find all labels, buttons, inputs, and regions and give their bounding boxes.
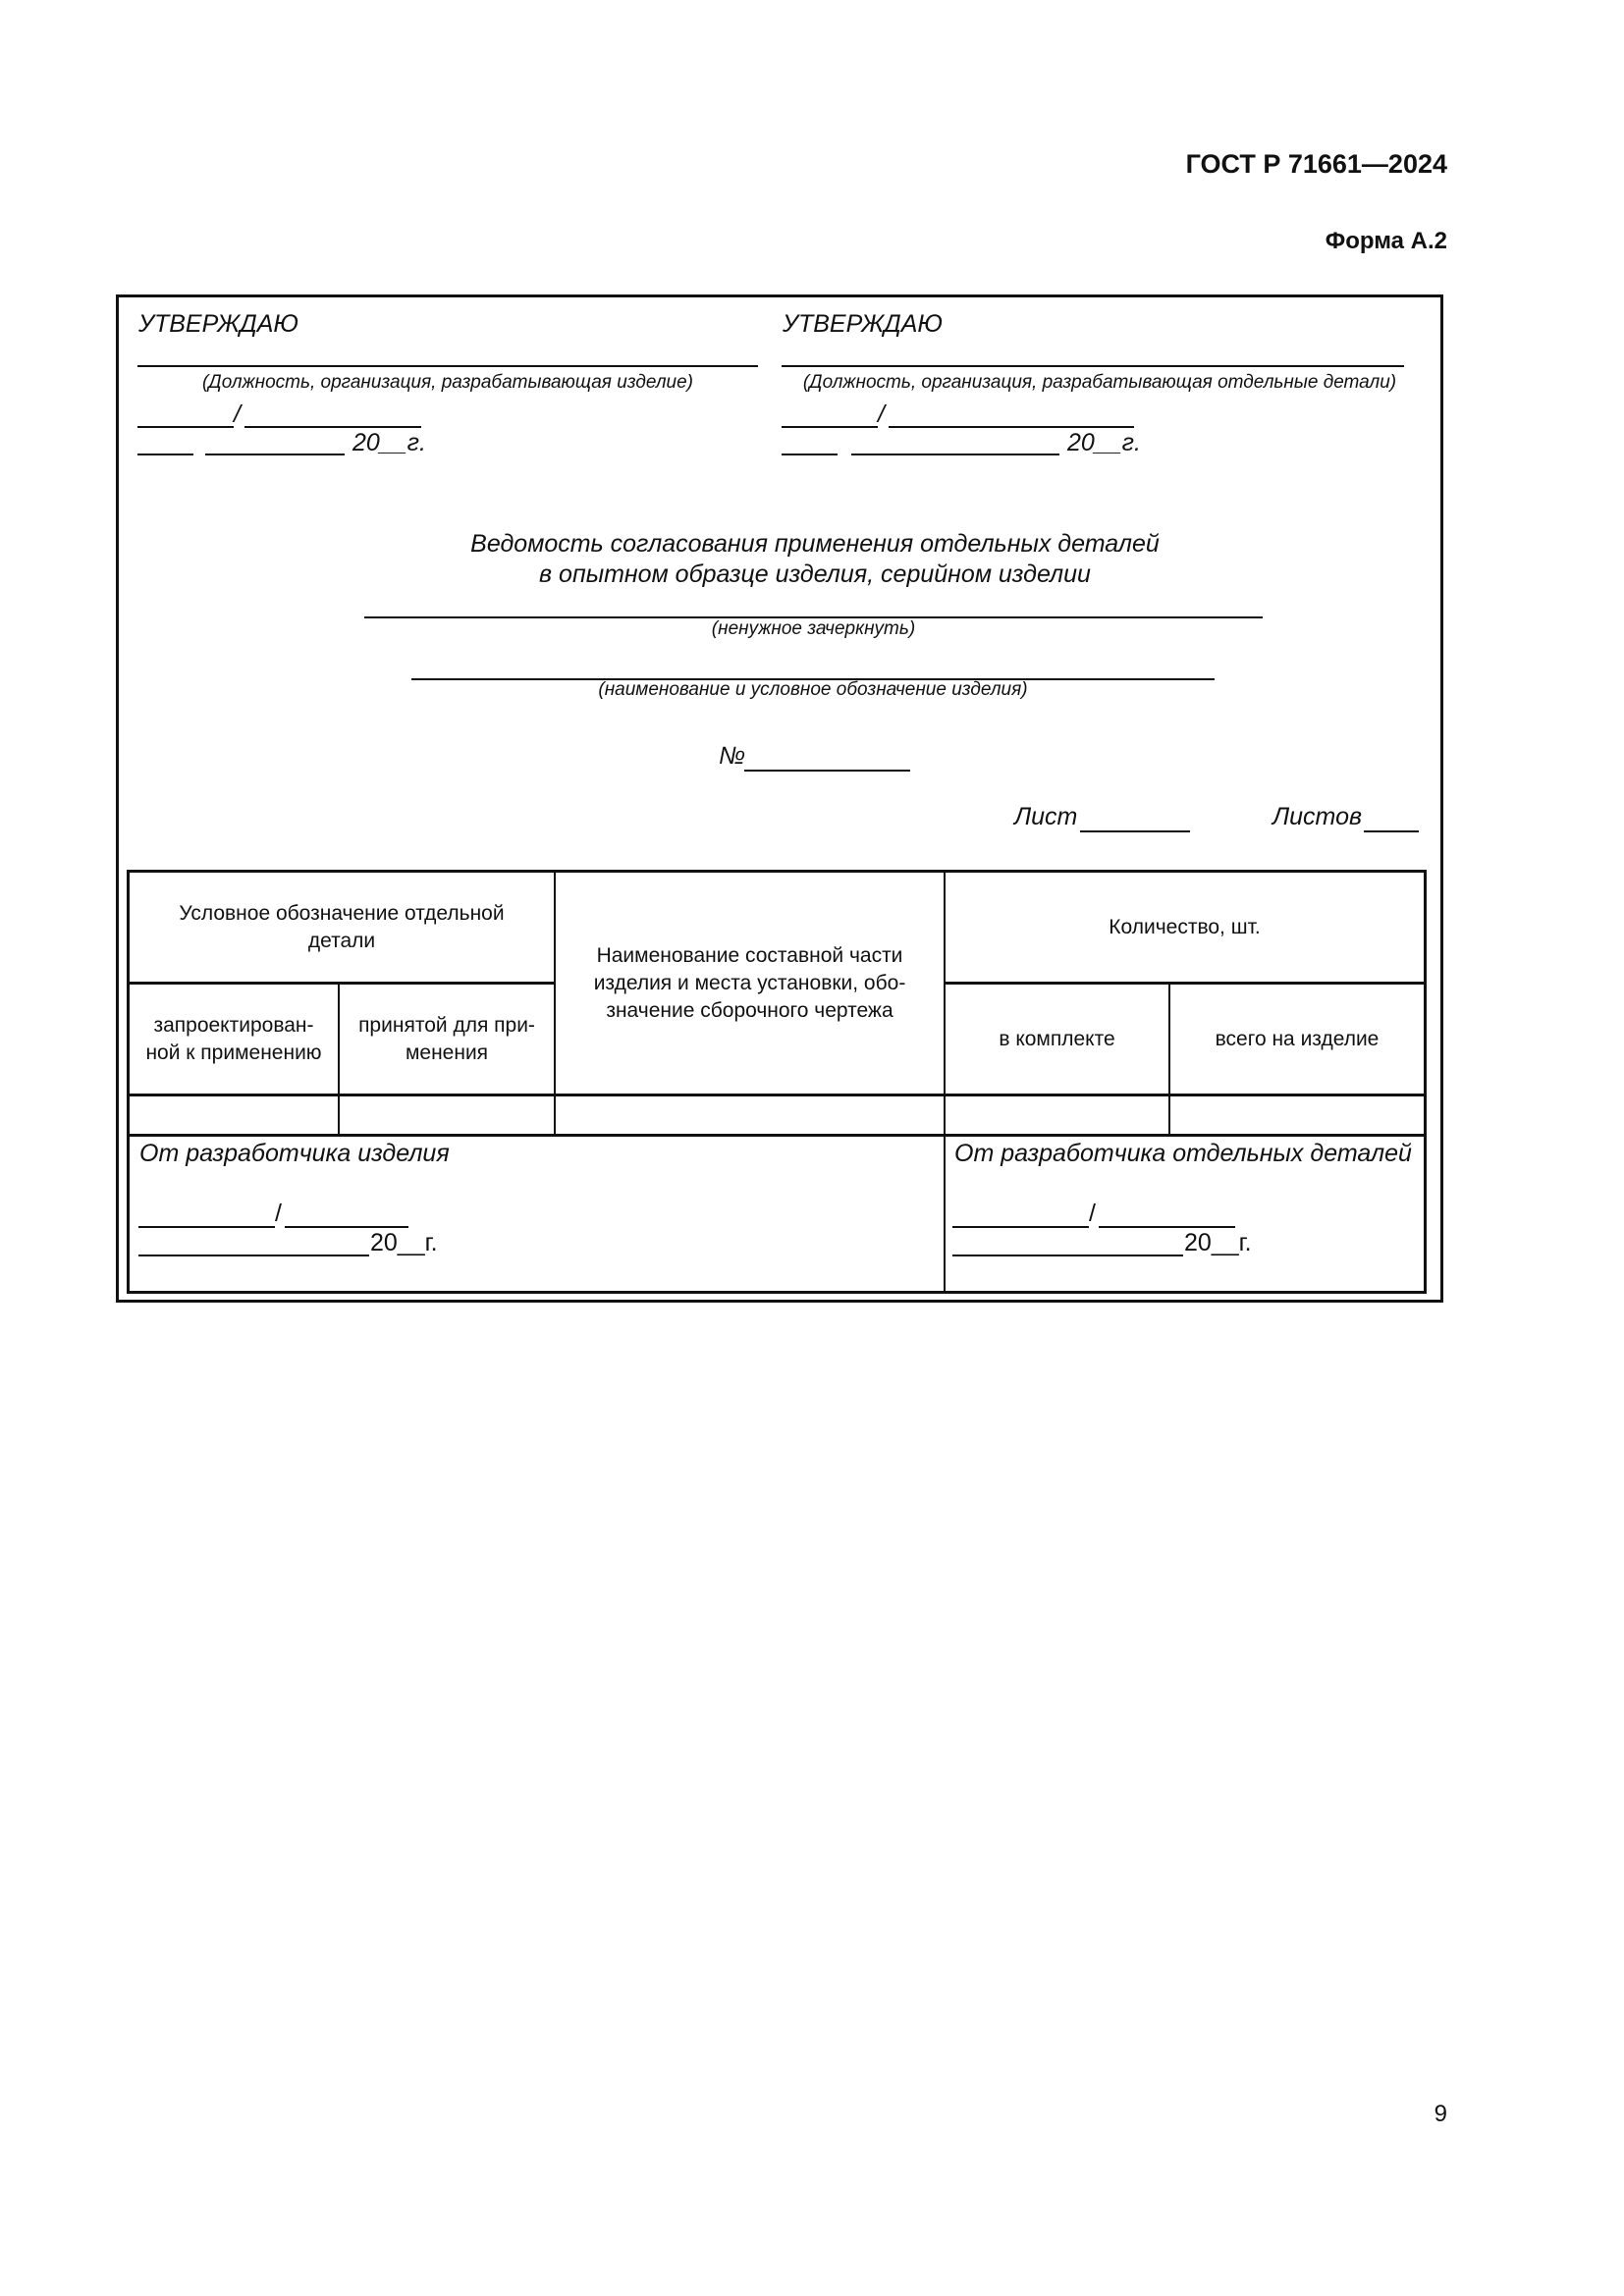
details-table (127, 870, 1427, 1294)
document-standard: ГОСТ Р 71661—2024 (1185, 149, 1447, 179)
header-designation-group: Условное обозначение отдельной детали (179, 901, 505, 952)
approve-right-position-line (782, 365, 1404, 367)
title-line-2: в опытном образце изделия, серийном изделии (539, 561, 1091, 588)
approve-right-signature-line (782, 426, 878, 428)
footer-left-slash: / (275, 1200, 282, 1227)
header-designed: запроектирован-ной к применению (145, 1013, 322, 1064)
footer-left-name-line (285, 1226, 408, 1228)
approve-left-signature-line (137, 426, 234, 428)
approve-right-title: УТВЕРЖДАЮ (783, 310, 943, 338)
cell-accepted[interactable] (340, 1096, 554, 1134)
footer-left-year: 20__г. (370, 1229, 438, 1256)
approve-right-year: 20__г. (1067, 429, 1141, 456)
cell-designed[interactable] (130, 1096, 338, 1134)
number-line (744, 770, 910, 772)
approve-right-caption: (Должность, организация, разрабатывающая отдельные детали) (802, 372, 1397, 393)
approve-left-name-line (244, 426, 421, 428)
footer-right-slash: / (1089, 1200, 1096, 1227)
approve-right-month-line (851, 454, 1059, 455)
page-number: 9 (1434, 2101, 1447, 2127)
footer-right-name-line (1099, 1226, 1235, 1228)
header-accepted: принятой для при-менения (358, 1013, 535, 1064)
approve-right-slash: / (878, 400, 885, 428)
footer-left-title: От разработчика изделия (139, 1140, 450, 1167)
footer-right-signature-line (952, 1226, 1089, 1228)
sheet-line (1080, 830, 1190, 832)
sheets-line (1364, 830, 1419, 832)
approve-left-year: 20__г. (352, 429, 426, 456)
approve-left-day-line (137, 454, 193, 455)
footer-right-year: 20__г. (1184, 1229, 1252, 1256)
approve-left-slash: / (234, 400, 241, 428)
approve-left-position-line (137, 365, 758, 367)
footer-right-title: От разработчика отдельных деталей (954, 1140, 1412, 1167)
header-in-set: в комплекте (999, 1027, 1115, 1050)
footer-left-signature-line (138, 1226, 275, 1228)
approve-right-name-line (889, 426, 1134, 428)
header-total: всего на изделие (1215, 1027, 1380, 1050)
footer-right-date-line (952, 1255, 1183, 1256)
form-label: Форма А.2 (1325, 228, 1447, 254)
approve-left-month-line (205, 454, 345, 455)
approve-left-title: УТВЕРЖДАЮ (138, 310, 298, 338)
header-quantity-group: Количество, шт. (1109, 915, 1261, 938)
sheet-label: Лист (1014, 803, 1078, 830)
title-line-1: Ведомость согласования применения отдельных деталей (470, 530, 1160, 558)
sheets-label: Листов (1272, 803, 1363, 830)
number-label: № (719, 742, 746, 770)
footer-left-date-line (138, 1255, 369, 1256)
header-component-name: Наименование составной части изделия и места установки, обо-значение сборочного чертежа (593, 943, 906, 1022)
cell-total[interactable] (1170, 1096, 1424, 1134)
approve-left-caption: (Должность, организация, разрабатывающая изделие) (201, 372, 694, 393)
strike-caption: (ненужное зачеркнуть) (711, 618, 916, 639)
approve-right-day-line (782, 454, 838, 455)
cell-component-name[interactable] (556, 1096, 944, 1134)
cell-in-set[interactable] (946, 1096, 1168, 1134)
product-caption: (наименование и условное обозначение изделия) (598, 679, 1028, 700)
